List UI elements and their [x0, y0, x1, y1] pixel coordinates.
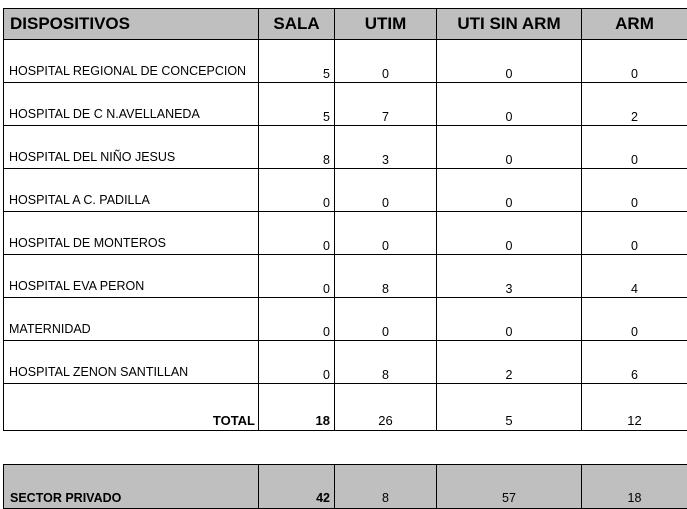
- utim-value: 3: [335, 126, 437, 169]
- total-row: [4, 384, 687, 431]
- private-sector-label: SECTOR PRIVADO: [4, 465, 259, 509]
- hospital-name: HOSPITAL A C. PADILLA: [4, 169, 259, 212]
- utim-value: 8: [335, 341, 437, 384]
- hospital-name: HOSPITAL REGIONAL DE CONCEPCION: [4, 40, 259, 83]
- header-arm: ARM: [582, 9, 687, 40]
- arm-value: 0: [582, 212, 687, 255]
- arm-value: 2: [582, 83, 687, 126]
- hospital-name: HOSPITAL ZENON SANTILLAN: [4, 341, 259, 384]
- arm-value: 0: [582, 40, 687, 83]
- sala-value: 0: [259, 169, 335, 212]
- sala-value: 5: [259, 83, 335, 126]
- utim-value: 8: [335, 255, 437, 298]
- hospital-devices-table: [3, 8, 687, 431]
- utim-value: 0: [335, 169, 437, 212]
- header-uti-sin-arm: UTI SIN ARM: [437, 9, 582, 40]
- sala-value: 0: [259, 212, 335, 255]
- arm-value: 6: [582, 341, 687, 384]
- uti-sin-arm-value: 0: [437, 169, 582, 212]
- utim-value: 0: [335, 298, 437, 341]
- header-utim: UTIM: [335, 9, 437, 40]
- hospital-name: HOSPITAL DEL NIÑO JESUS: [4, 126, 259, 169]
- utim-value: 0: [335, 40, 437, 83]
- private-sector-utim: 8: [335, 465, 437, 509]
- private-sector-row: [4, 465, 687, 509]
- hospital-name: HOSPITAL DE C N.AVELLANEDA: [4, 83, 259, 126]
- utim-value: 7: [335, 83, 437, 126]
- private-sector-uti-sin-arm: 57: [437, 465, 582, 509]
- arm-value: 4: [582, 255, 687, 298]
- sala-value: 0: [259, 255, 335, 298]
- private-sector-table: [3, 464, 687, 509]
- table-row: [4, 212, 687, 255]
- sala-value: 8: [259, 126, 335, 169]
- table-row: [4, 255, 687, 298]
- uti-sin-arm-value: 3: [437, 255, 582, 298]
- table-row: [4, 298, 687, 341]
- arm-value: 0: [582, 126, 687, 169]
- table-row: [4, 169, 687, 212]
- sala-value: 0: [259, 298, 335, 341]
- table-row: [4, 126, 687, 169]
- hospital-name: MATERNIDAD: [4, 298, 259, 341]
- header-sala: SALA: [259, 9, 335, 40]
- total-arm: 12: [582, 384, 687, 431]
- table-row: [4, 83, 687, 126]
- private-sector-sala: 42: [259, 465, 335, 509]
- sala-value: 0: [259, 341, 335, 384]
- arm-value: 0: [582, 169, 687, 212]
- uti-sin-arm-value: 0: [437, 83, 582, 126]
- header-dispositivos: DISPOSITIVOS: [4, 9, 259, 40]
- uti-sin-arm-value: 2: [437, 341, 582, 384]
- table-row: [4, 40, 687, 83]
- total-sala: 18: [259, 384, 335, 431]
- hospital-name: HOSPITAL DE MONTEROS: [4, 212, 259, 255]
- sala-value: 5: [259, 40, 335, 83]
- total-utim: 26: [335, 384, 437, 431]
- total-label: TOTAL: [4, 384, 259, 431]
- arm-value: 0: [582, 298, 687, 341]
- utim-value: 0: [335, 212, 437, 255]
- uti-sin-arm-value: 0: [437, 212, 582, 255]
- total-uti-sin-arm: 5: [437, 384, 582, 431]
- uti-sin-arm-value: 0: [437, 40, 582, 83]
- uti-sin-arm-value: 0: [437, 298, 582, 341]
- uti-sin-arm-value: 0: [437, 126, 582, 169]
- private-sector-arm: 18: [582, 465, 687, 509]
- table-row: [4, 341, 687, 384]
- table-header-row: [4, 9, 687, 40]
- hospital-name: HOSPITAL EVA PERON: [4, 255, 259, 298]
